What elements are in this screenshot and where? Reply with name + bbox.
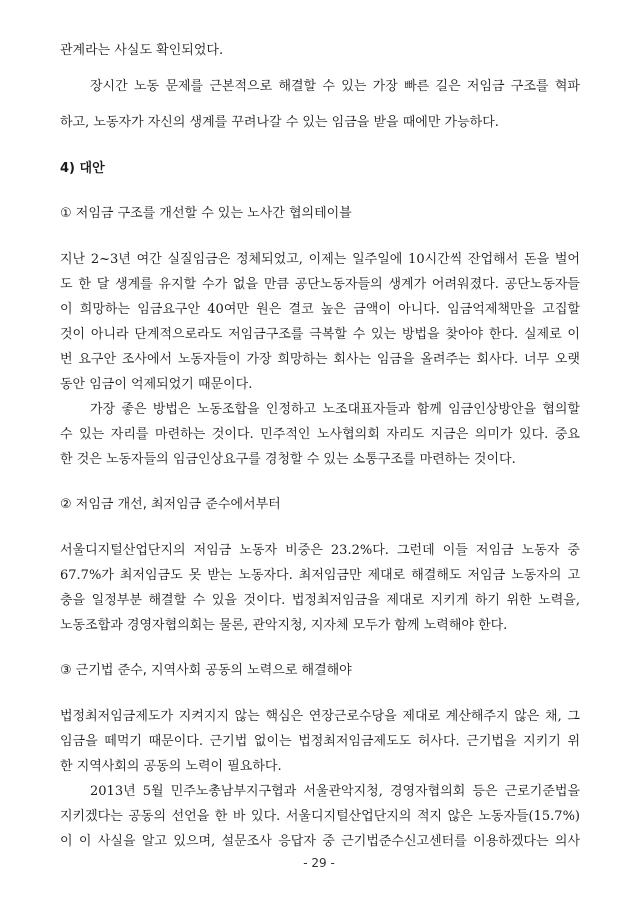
body-line: 임금을 떼먹기 때문이다. 근기법 없이는 법정최저임금제도도 허사다. 근기법을 지키기 위 (60, 734, 580, 749)
intro-paragraph-line: 장시간 노동 문제를 근본적으로 해결할 수 있는 가장 빠른 길은 저임금 구조를 혁파 (90, 79, 580, 94)
intro-paragraph-line: 하고, 노동자가 자신의 생계를 꾸려나갈 수 있는 임금을 받을 때에만 가능하다. (60, 115, 499, 130)
body-line: 지난 2~3년 여간 실질임금은 정체되었고, 이제는 일주일에 10시간씩 잔업해서 돈을 벌어 (60, 252, 580, 267)
body-line: 것이 아니라 단계적으로라도 저임금구조를 극복할 수 있는 방법을 찾아야 한다. 실제로 이 (60, 327, 580, 342)
body-line: 67.7%가 최저임금도 못 받는 노동자다. 최저임금만 제대로 해결해도 저임금 노동자의 고 (60, 568, 580, 583)
body-line: 지키겠다는 공동의 선언을 한 바 있다. 서울디지털산업단지의 적지 않은 노동자들(15.7%) (60, 809, 580, 824)
body-line: 이 이 사실을 알고 있으며, 설문조사 응답자 중 근기법준수신고센터를 이용하겠다는 의사 (60, 834, 580, 849)
body-line: 한 지역사회의 공동의 노력이 필요하다. (60, 759, 282, 774)
body-line: 번 요구안 조사에서 노동자들이 가장 희망하는 회사는 임금을 올려주는 회사다. 너무 오랫 (60, 352, 580, 367)
body-line: 도 한 달 생계를 유지할 수가 없을 만큼 공단노동자들의 생계가 어려워졌다. 공단노동자들 (60, 277, 580, 292)
body-line: 가장 좋은 방법은 노동조합을 인정하고 노조대표자들과 함께 임금인상방안을 협의할 (90, 402, 580, 417)
body-line: 수 있는 자리를 마련하는 것이다. 민주적인 노사협의회 자리도 지금은 의미가 있다. 중요 (60, 427, 580, 442)
section-title: 4) 대안 (60, 161, 105, 176)
body-line: 동안 임금이 억제되었기 때문이다. (60, 377, 253, 392)
subsection-title-3: ③ 근기법 준수, 지역사회 공동의 노력으로 해결해야 (60, 663, 352, 678)
body-line: 2013년 5월 민주노총남부지구협과 서울관악지청, 경영자협의회 등은 근로기준법을 (90, 784, 580, 799)
body-line: 충을 일정부분 해결할 수 있을 것이다. 법정최저임금을 제대로 지키게 하기 위한 노력을, (60, 593, 580, 608)
body-line: 이 희망하는 임금요구안 40여만 원은 결코 높은 금액이 아니다. 임금억제책만을 고집할 (60, 302, 580, 317)
body-line: 노동조합과 경영자협의회는 물론, 관악지청, 지자체 모두가 함께 노력해야 한다. (60, 618, 508, 633)
body-line: 서울디지털산업단지의 저임금 노동자 비중은 23.2%다. 그런데 이들 저임금 노동자 중 (60, 543, 580, 558)
page-number: - 29 - (303, 856, 335, 870)
subsection-title-2: ② 저임금 개선, 최저임금 준수에서부터 (60, 497, 281, 512)
intro-line: 관계라는 사실도 확인되었다. (60, 43, 224, 58)
body-line: 법정최저임금제도가 지켜지지 않는 핵심은 연장근로수당을 제대로 계산해주지 않은 채, 그 (60, 709, 580, 724)
body-line: 한 것은 노동자들의 임금인상요구를 경청할 수 있는 소통구조를 마련하는 것이다. (60, 452, 516, 467)
subsection-title-1: ① 저임금 구조를 개선할 수 있는 노사간 협의테이블 (60, 206, 352, 221)
